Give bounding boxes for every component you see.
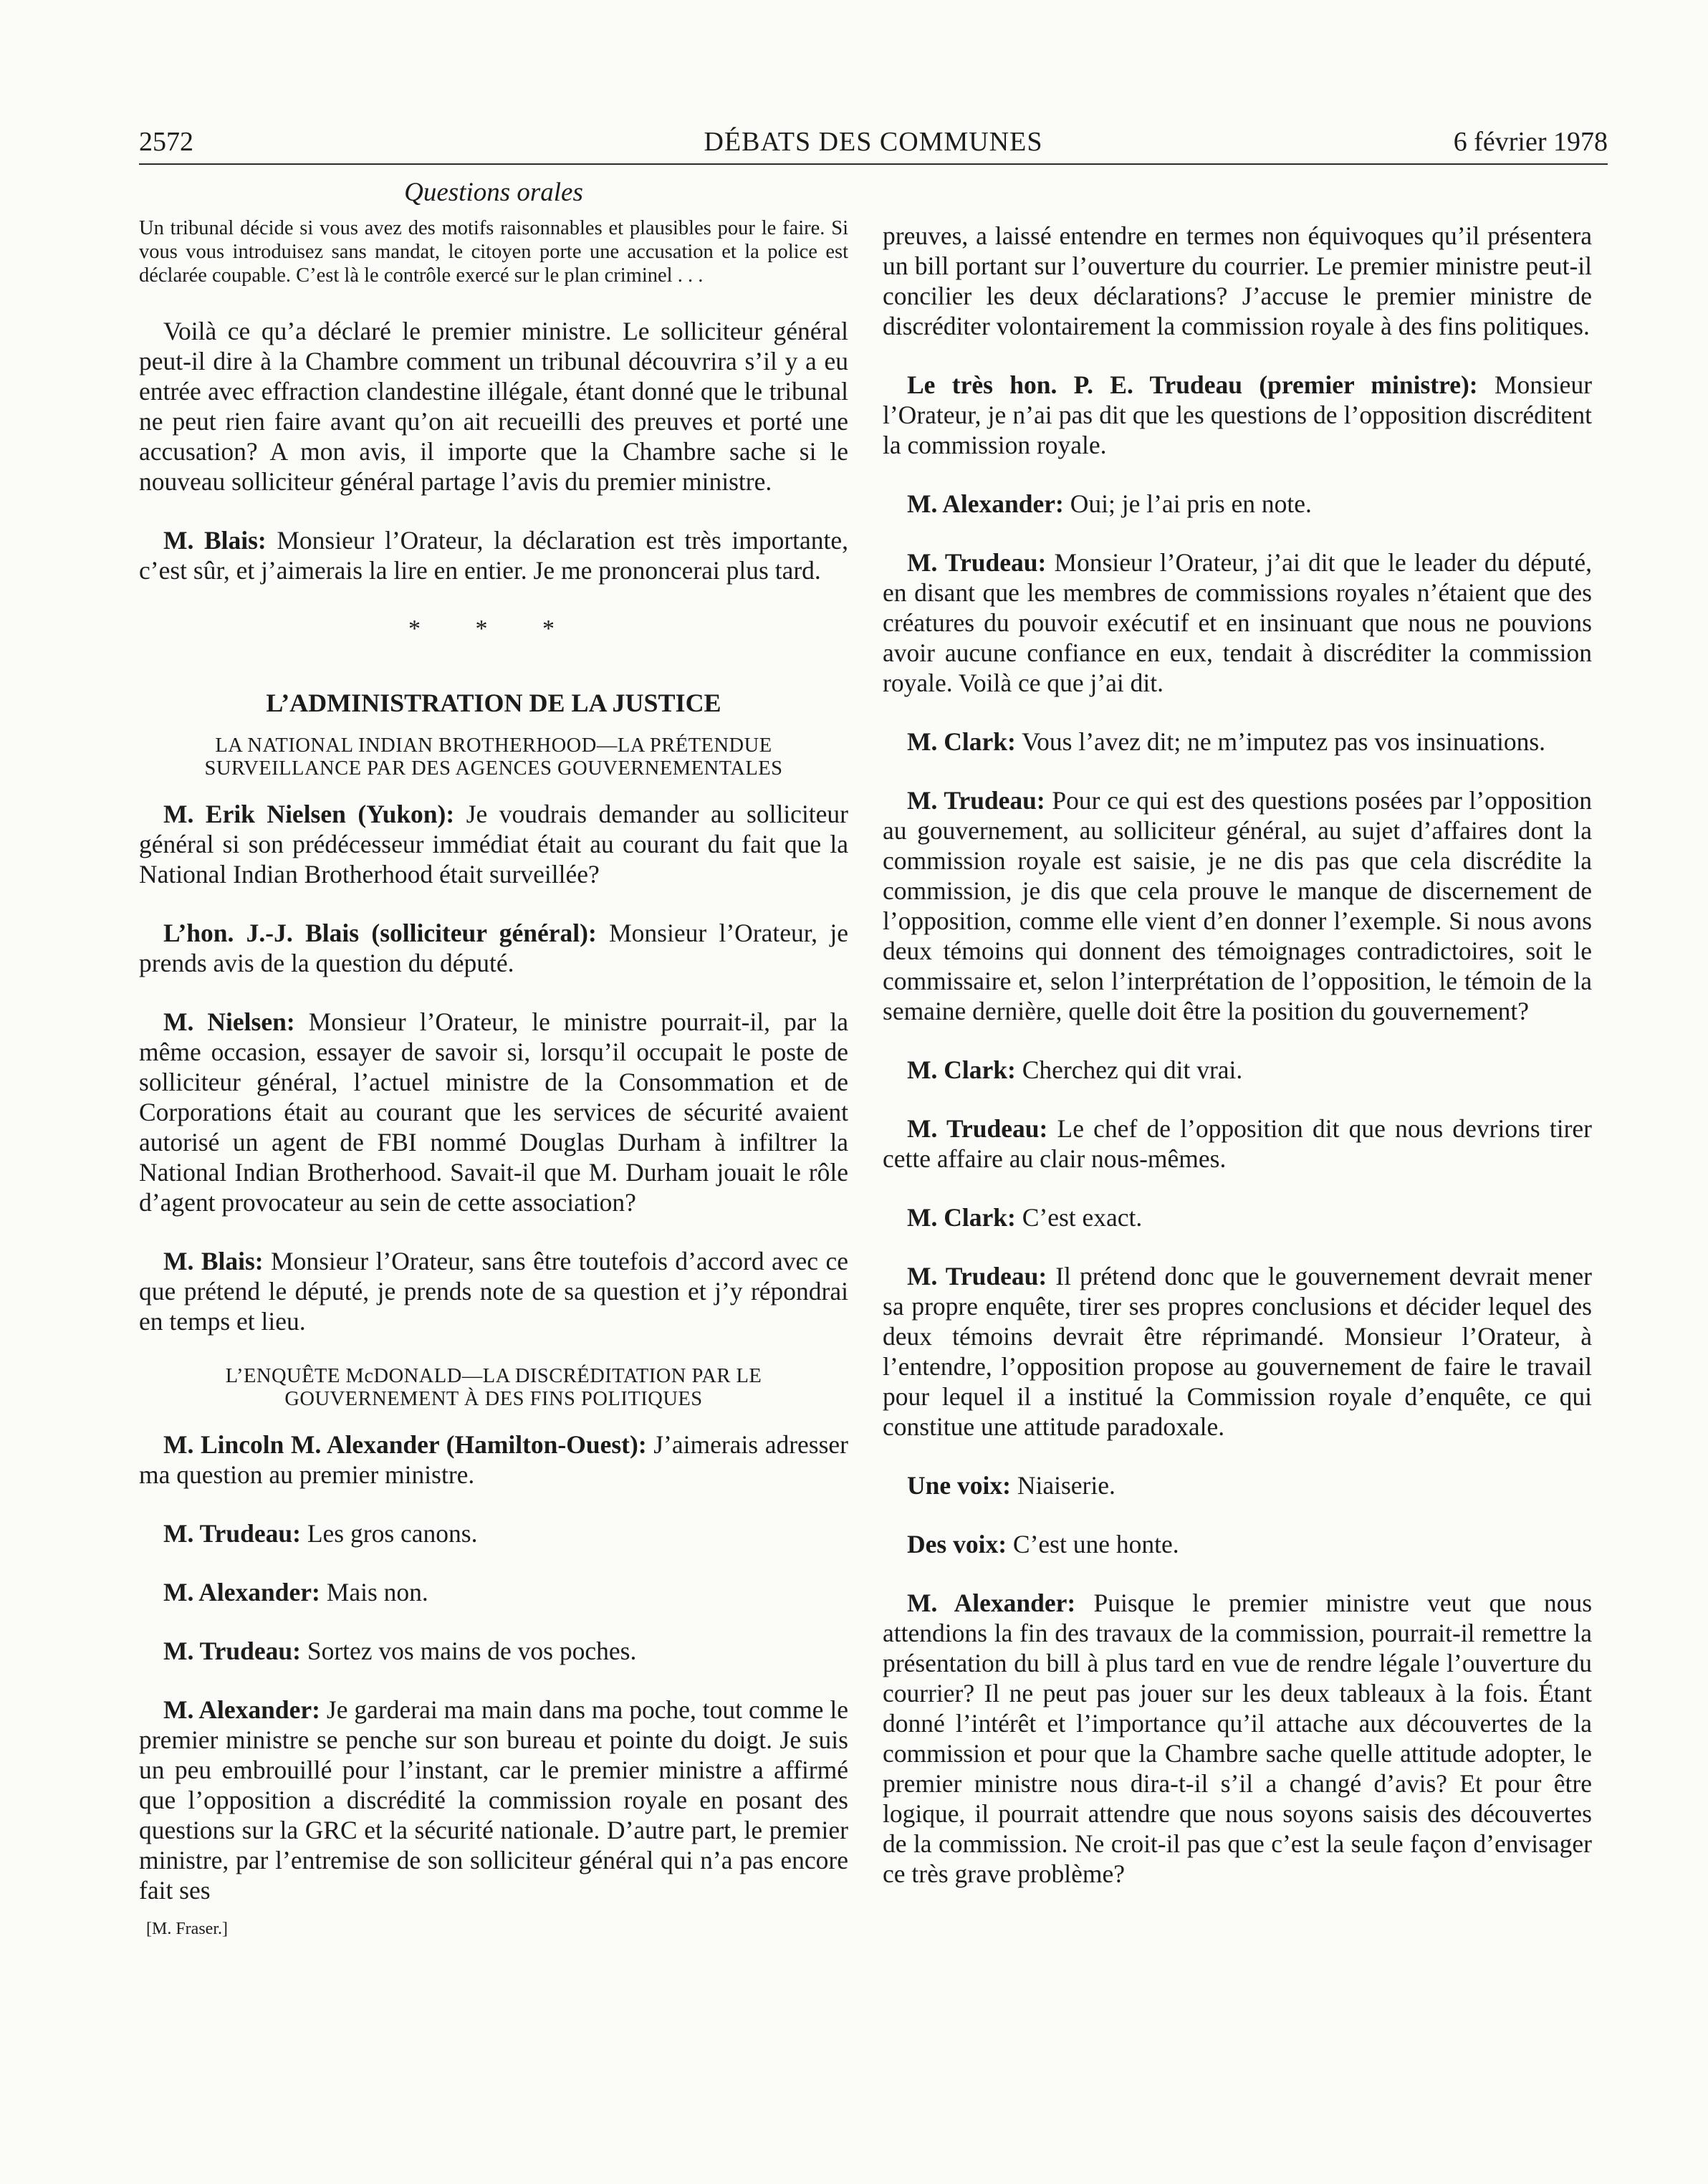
paragraph [883,547,1592,698]
paragraph-text: Je garderai ma main dans ma poche, tout comme le premier ministre se penche sur son bureau et pointe du doigt. Je suis un peu embrouillé pour l’instant, car le premier ministre a affirmé que l’opposition a discrédité la commission royale en posant des questions sur la GRC et la sécurité nationale. D’autre part, le premier ministre, par l’entremise de son solliciteur général qui n’a pas encore fait ses [139,1695,848,1905]
speaker-name: Le très hon. P. E. Trudeau (premier ministre): [907,370,1478,399]
speaker-name: M. Clark: [907,1203,1016,1232]
speaker-name: M. Trudeau: [907,548,1047,577]
speaker-name: M. Alexander: [907,1589,1076,1617]
speaker-name: M. Lincoln M. Alexander (Hamilton-Ouest): [163,1430,647,1459]
paragraph [883,785,1592,1026]
paragraph-text: Puisque le premier ministre veut que nous attendions la fin des travaux de la commission, pourrait-il remettre la présentation du bill à plus tard en vue de rendre légale l’ouverture du courrier? Il ne peut pas jouer sur les deux tableaux à la fois. Étant donné l’intérêt et l’importance qu’il attache aux découvertes de la commission et pour que la Chambre sache quelle attitude adopter, le premier ministre nous dira-t-il s’il a changé d’avis? Et pour être logique, il pourrait attendre que nous soyons saisis des découvertes de la commission. Ne croit-il pas que c’est la seule façon d’envisager ce très grave problème? [883,1589,1593,1888]
left-column [139,175,848,1940]
block-quote: Un tribunal décide si vous avez des motifs raisonnables et plausibles pour le faire. Si vous vous introduisez sans mandat, le citoyen porte une accusation et la police est déclarée coupable. C’est là le contrôle exercé sur le plan criminel . . . [139,217,848,287]
page-date: 6 février 1978 [1453,127,1608,157]
paragraph [883,1113,1592,1174]
speaker-name: M. Alexander: [907,489,1064,518]
paragraph [883,489,1592,519]
header-rule [139,163,1608,165]
speaker-name: L’hon. J.-J. Blais (solliciteur général): [163,919,597,947]
speaker-name: M. Alexander: [163,1578,320,1606]
paragraph [883,1202,1592,1232]
speaker-name: M. Alexander: [163,1695,320,1724]
subheading: L’ENQUÊTE McDONALD—LA DISCRÉDITATION PAR LE GOUVERNEMENT À DES FINS POLITIQUES [225,1365,762,1410]
paragraph-text: Il prétend donc que le gouvernement devrait mener sa propre enquête, tirer ses propres conclusions et décider lequel des deux témoins devrait être réprimandé. Monsieur l’Orateur, à l’entendre, l’opposition propose au gouvernement de faire le travail pour lequel il a institué la Commission royale d’enquête, ce qui constitue une attitude paradoxale. [883,1262,1593,1441]
speaker-name: M. Nielsen: [163,1007,295,1036]
paragraph-text: Niaiserie. [1017,1471,1116,1500]
paragraph [883,1529,1592,1559]
paragraph-text: Cherchez qui dit vrai. [1022,1055,1243,1084]
paragraph-text: Monsieur l’Orateur, sans être toutefois d’accord avec ce que prétend le député, je prends note de sa question et j’y répondrai en temps et lieu. [139,1247,848,1336]
paragraph-text: Voilà ce qu’a déclaré le premier ministre. Le solliciteur général peut-il dire à la Chambre comment un tribunal découvrira s’il y a eu entrée avec effraction clandestine illégale, étant donné que le tribunal ne peut rien faire avant qu’on ait recueilli des preuves et porté une accusation? A mon avis, il importe que la Chambre sache si le nouveau solliciteur général partage l’avis du premier ministre. [139,317,848,496]
paragraph [883,1588,1592,1889]
paragraph-text: preuves, a laissé entendre en termes non équivoques qu’il présentera un bill portant sur l’ouverture du courrier. Le premier ministre peut-il concilier les deux déclarations? J’accuse le premier ministre de discréditer volontairement la commission royale à des fins politiques. [883,221,1592,340]
speaker-name: M. Trudeau: [907,1262,1047,1290]
speaker-name: Une voix: [907,1471,1011,1500]
paragraph [883,221,1592,341]
paragraph-text: Vous l’avez dit; ne m’imputez pas vos insinuations. [1022,727,1546,756]
paragraph [139,1577,848,1607]
paragraph-text: Mais non. [326,1578,428,1606]
paragraph [139,525,848,585]
paragraph-text: Je voudrais demander au solliciteur général si son prédécesseur immédiat était au courant du fait que la National Indian Brotherhood était surveillée? [139,800,848,889]
speaker-name: M. Blais: [163,526,267,555]
paragraph [139,1429,848,1490]
paragraph [883,370,1592,460]
paragraph [139,1636,848,1666]
paragraph-text: Sortez vos mains de vos poches. [307,1637,637,1665]
paragraph-text: Monsieur l’Orateur, la déclaration est très importante, c’est sûr, et j’aimerais la lire en entier. Je me prononcerai plus tard. [139,526,849,585]
speaker-name: M. Trudeau: [907,1114,1048,1143]
paragraph-text: Monsieur l’Orateur, le ministre pourrait-il, par la même occasion, essayer de savoir si, lorsqu’il occupait le poste de solliciteur général, l’actuel ministre de la Consommation et de Corporations était au courant que les services de sécurité avaient autorisé un agent de FBI nommé Douglas Durham à infiltrer la National Indian Brotherhood. Savait-il que M. Durham jouait le rôle d’agent provocateur au sein de cette association? [139,1007,848,1217]
paragraph-text: Monsieur l’Orateur, je n’ai pas dit que les questions de l’opposition discréditent la commission royale. [883,370,1593,459]
running-head: Questions orales [404,178,583,207]
paragraph [139,316,848,497]
section-title: L’ADMINISTRATION DE LA JUSTICE [266,689,721,717]
speaker-name: M. Trudeau: [163,1519,301,1548]
paragraph [883,1055,1592,1085]
paragraph-text: C’est exact. [1022,1203,1143,1232]
paragraph [883,1261,1592,1442]
speaker-name: M. Clark: [907,1055,1016,1084]
speaker-name: Des voix: [907,1530,1007,1558]
paragraph [139,1246,848,1336]
speaker-name: M. Trudeau: [163,1637,301,1665]
paragraph [139,1007,848,1217]
footnote: [M. Fraser.] [146,1920,228,1938]
paragraph-text: Oui; je l’ai pris en note. [1070,489,1312,518]
paragraph [139,1695,848,1905]
paragraph [139,918,848,978]
publication-title: DÉBATS DES COMMUNES [704,127,1043,157]
paragraph-text: Pour ce qui est des questions posées par l’opposition au gouvernement, au solliciteur général, au sujet d’affaires dont la commission royale est saisie, je ne dis pas que cela discrédite la commission, je dis que cela prouve le manque de discernement de l’opposition, comme elle vient d’en donner l’exemple. Si nous avons deux témoins qui donnent des témoignages contradictoires, soit le commissaire et, selon l’interprétation de l’opposition, le témoin de la semaine dernière, quelle doit être la position du gouvernement? [883,786,1593,1025]
paragraph [139,1518,848,1548]
paragraph-text: Monsieur l’Orateur, j’ai dit que le leader du député, en disant que les membres de commissions royales n’étaient que des créatures du pouvoir exécutif et en insinuant que nous ne pouvions avoir aucune confiance en eux, tendait à discréditer la commission royale. Voilà ce que j’ai dit. [883,548,1593,697]
paragraph-text: Le chef de l’opposition dit que nous devrions tirer cette affaire au clair nous-mêmes. [883,1114,1592,1173]
paragraph [883,1470,1592,1500]
speaker-name: M. Clark: [907,727,1016,756]
paragraph [139,799,848,889]
paragraph [883,727,1592,757]
paragraph-text: Les gros canons. [307,1519,478,1548]
paragraph-text: C’est une honte. [1012,1530,1179,1558]
speaker-name: M. Blais: [163,1247,264,1275]
paragraph-text: Monsieur l’Orateur, je prends avis de la question du député. [139,919,848,977]
paragraph-text: J’aimerais adresser ma question au premier ministre. [139,1430,848,1489]
page-number: 2572 [139,127,193,157]
right-column [883,221,1592,1917]
speaker-name: M. Trudeau: [907,786,1045,815]
subheading: LA NATIONAL INDIAN BROTHERHOOD—LA PRÉTENDUE SURVEILLANCE PAR DES AGENCES GOUVERNEMENTALES [204,734,783,780]
section-separator: * * * [408,616,579,642]
speaker-name: M. Erik Nielsen (Yukon): [163,800,455,828]
page-header [139,122,1608,162]
